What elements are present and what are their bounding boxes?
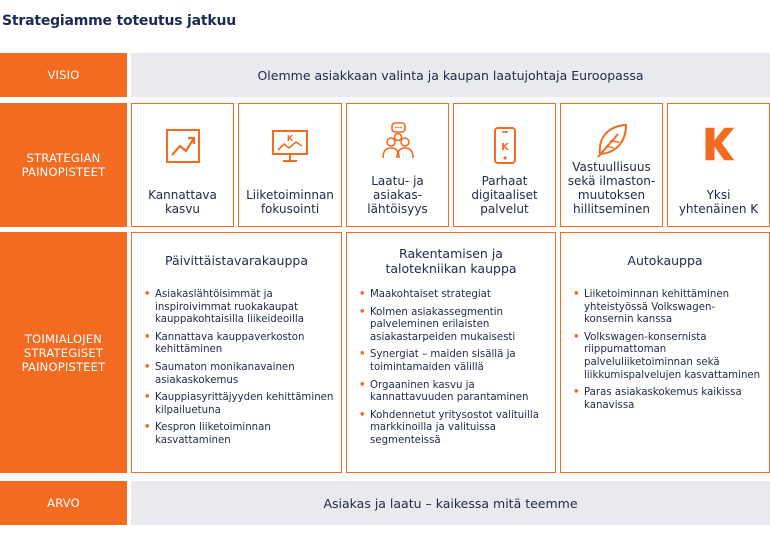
caption-line: Liiketoiminnan bbox=[246, 188, 334, 202]
list-item: • Paras asiakaskokemus kaikissa kanavissa bbox=[571, 387, 763, 412]
sector-bullet-list bbox=[357, 289, 549, 453]
caption-line: muutoksen bbox=[577, 188, 646, 202]
caption-line: sekä ilmaston- bbox=[567, 174, 656, 188]
svg-text:K: K bbox=[500, 142, 509, 153]
caption-line: hillitseminen bbox=[573, 202, 650, 216]
customers-chat-icon bbox=[378, 122, 418, 162]
strategy-item-digital bbox=[453, 103, 556, 227]
list-item: • Liiketoiminnan kehittäminen yhteistyössä Volkswagen-konsernin kanssa bbox=[571, 289, 763, 327]
caption-line: lähtöisyys bbox=[367, 202, 428, 216]
strategy-label bbox=[0, 103, 127, 227]
arvo-text: Asiakas ja laatu – kaikessa mitä teemme bbox=[131, 481, 770, 525]
list-item: • Kolmen asiakassegmentin palveleminen erilaisten asiakastarpeiden mukaisesti bbox=[357, 307, 549, 345]
presentation-screen-icon bbox=[270, 126, 310, 166]
strategy-label-line: STRATEGIAN bbox=[26, 151, 101, 165]
sector-grocery bbox=[131, 232, 342, 473]
page-title: Strategiamme toteutus jatkuu bbox=[2, 13, 237, 29]
sector-title-line: talotekniikan kauppa bbox=[385, 261, 517, 276]
list-item: • Saumaton monikanavainen asiakaskokemus bbox=[142, 362, 335, 387]
caption-line: fokusointi bbox=[260, 202, 320, 216]
list-item: • Kauppiasyrittäjyyden kehittäminen kilpailuetuna bbox=[142, 392, 335, 417]
list-item: • Synergiat – maiden sisällä ja toimintamaiden välillä bbox=[357, 349, 549, 374]
strategy-item-caption bbox=[563, 160, 660, 216]
sector-bullet-list bbox=[571, 289, 763, 417]
list-item: • Maakohtaiset strategiat bbox=[357, 289, 549, 302]
sectors-label-line: STRATEGISET bbox=[23, 345, 104, 360]
strategy-item-caption bbox=[241, 188, 339, 216]
sectors-label bbox=[0, 232, 127, 473]
sector-title bbox=[565, 253, 765, 268]
visio-label: VISIO bbox=[0, 53, 127, 97]
strategy-item-caption bbox=[670, 188, 767, 216]
caption-line: palvelut bbox=[480, 202, 529, 216]
visio-text: Olemme asiakkaan valinta ja kaupan laatujohtaja Euroopassa bbox=[131, 53, 770, 97]
caption-line: asiakas- bbox=[373, 188, 422, 202]
arvo-label: ARVO bbox=[0, 481, 127, 525]
leaf-icon bbox=[592, 120, 632, 160]
caption-line: digitaaliset bbox=[471, 188, 538, 202]
caption-line: kasvu bbox=[164, 202, 201, 216]
caption-line: Parhaat bbox=[481, 174, 528, 188]
list-item: • Asiakaslähtöisimmät ja inspiroivimmat ruokakaupat kauppakohtaisilla liikeideoilla bbox=[142, 289, 335, 327]
strategy-item-caption bbox=[456, 174, 553, 216]
strategy-item-sustainability bbox=[560, 103, 663, 227]
sector-title-line: Rakentamisen ja bbox=[399, 246, 503, 261]
strategy-item-quality bbox=[346, 103, 449, 227]
sector-building bbox=[346, 232, 556, 473]
caption-line: Vastuullisuus bbox=[572, 160, 651, 174]
list-item: • Kespron liiketoiminnan kasvattaminen bbox=[142, 422, 335, 447]
strategy-item-one-k bbox=[667, 103, 770, 227]
list-item: • Kohdennetut yritysostot valituilla markkinoilla ja valituissa segmenteissä bbox=[357, 410, 549, 448]
sector-title bbox=[136, 253, 337, 268]
sector-car-trade bbox=[560, 232, 770, 473]
sectors-label-line: PAINOPISTEET bbox=[21, 359, 106, 374]
strategy-item-caption bbox=[134, 188, 231, 216]
caption-line: Kannattava bbox=[148, 188, 217, 202]
strategy-label-line: PAINOPISTEET bbox=[21, 165, 106, 179]
caption-line: Yksi bbox=[706, 188, 731, 202]
mobile-k-icon bbox=[485, 126, 525, 166]
sector-title-line: Päivittäistavarakauppa bbox=[165, 253, 308, 268]
list-item: • Orgaaninen kasvu ja kannattavuuden parantaminen bbox=[357, 380, 549, 405]
sector-title bbox=[351, 246, 551, 276]
strategy-item-focus bbox=[238, 103, 342, 227]
sector-title-line: Autokauppa bbox=[627, 253, 703, 268]
caption-line: Laatu- ja bbox=[371, 174, 424, 188]
caption-line: yhtenäinen K bbox=[678, 202, 759, 216]
growth-chart-icon bbox=[163, 126, 203, 166]
sector-bullet-list bbox=[142, 289, 335, 453]
strategy-item-caption bbox=[349, 174, 446, 216]
sectors-label-line: TOIMIALOJEN bbox=[24, 331, 103, 346]
k-logo-icon bbox=[701, 126, 737, 162]
list-item: • Kannattava kauppaverkoston kehittäminen bbox=[142, 332, 335, 357]
svg-text:K: K bbox=[286, 134, 294, 143]
list-item: • Volkswagen-konsernista riippumattoman palveluliiketoiminnan sekä liikkumispalvelujen kasvattaminen bbox=[571, 332, 763, 382]
strategy-item-growth bbox=[131, 103, 234, 227]
